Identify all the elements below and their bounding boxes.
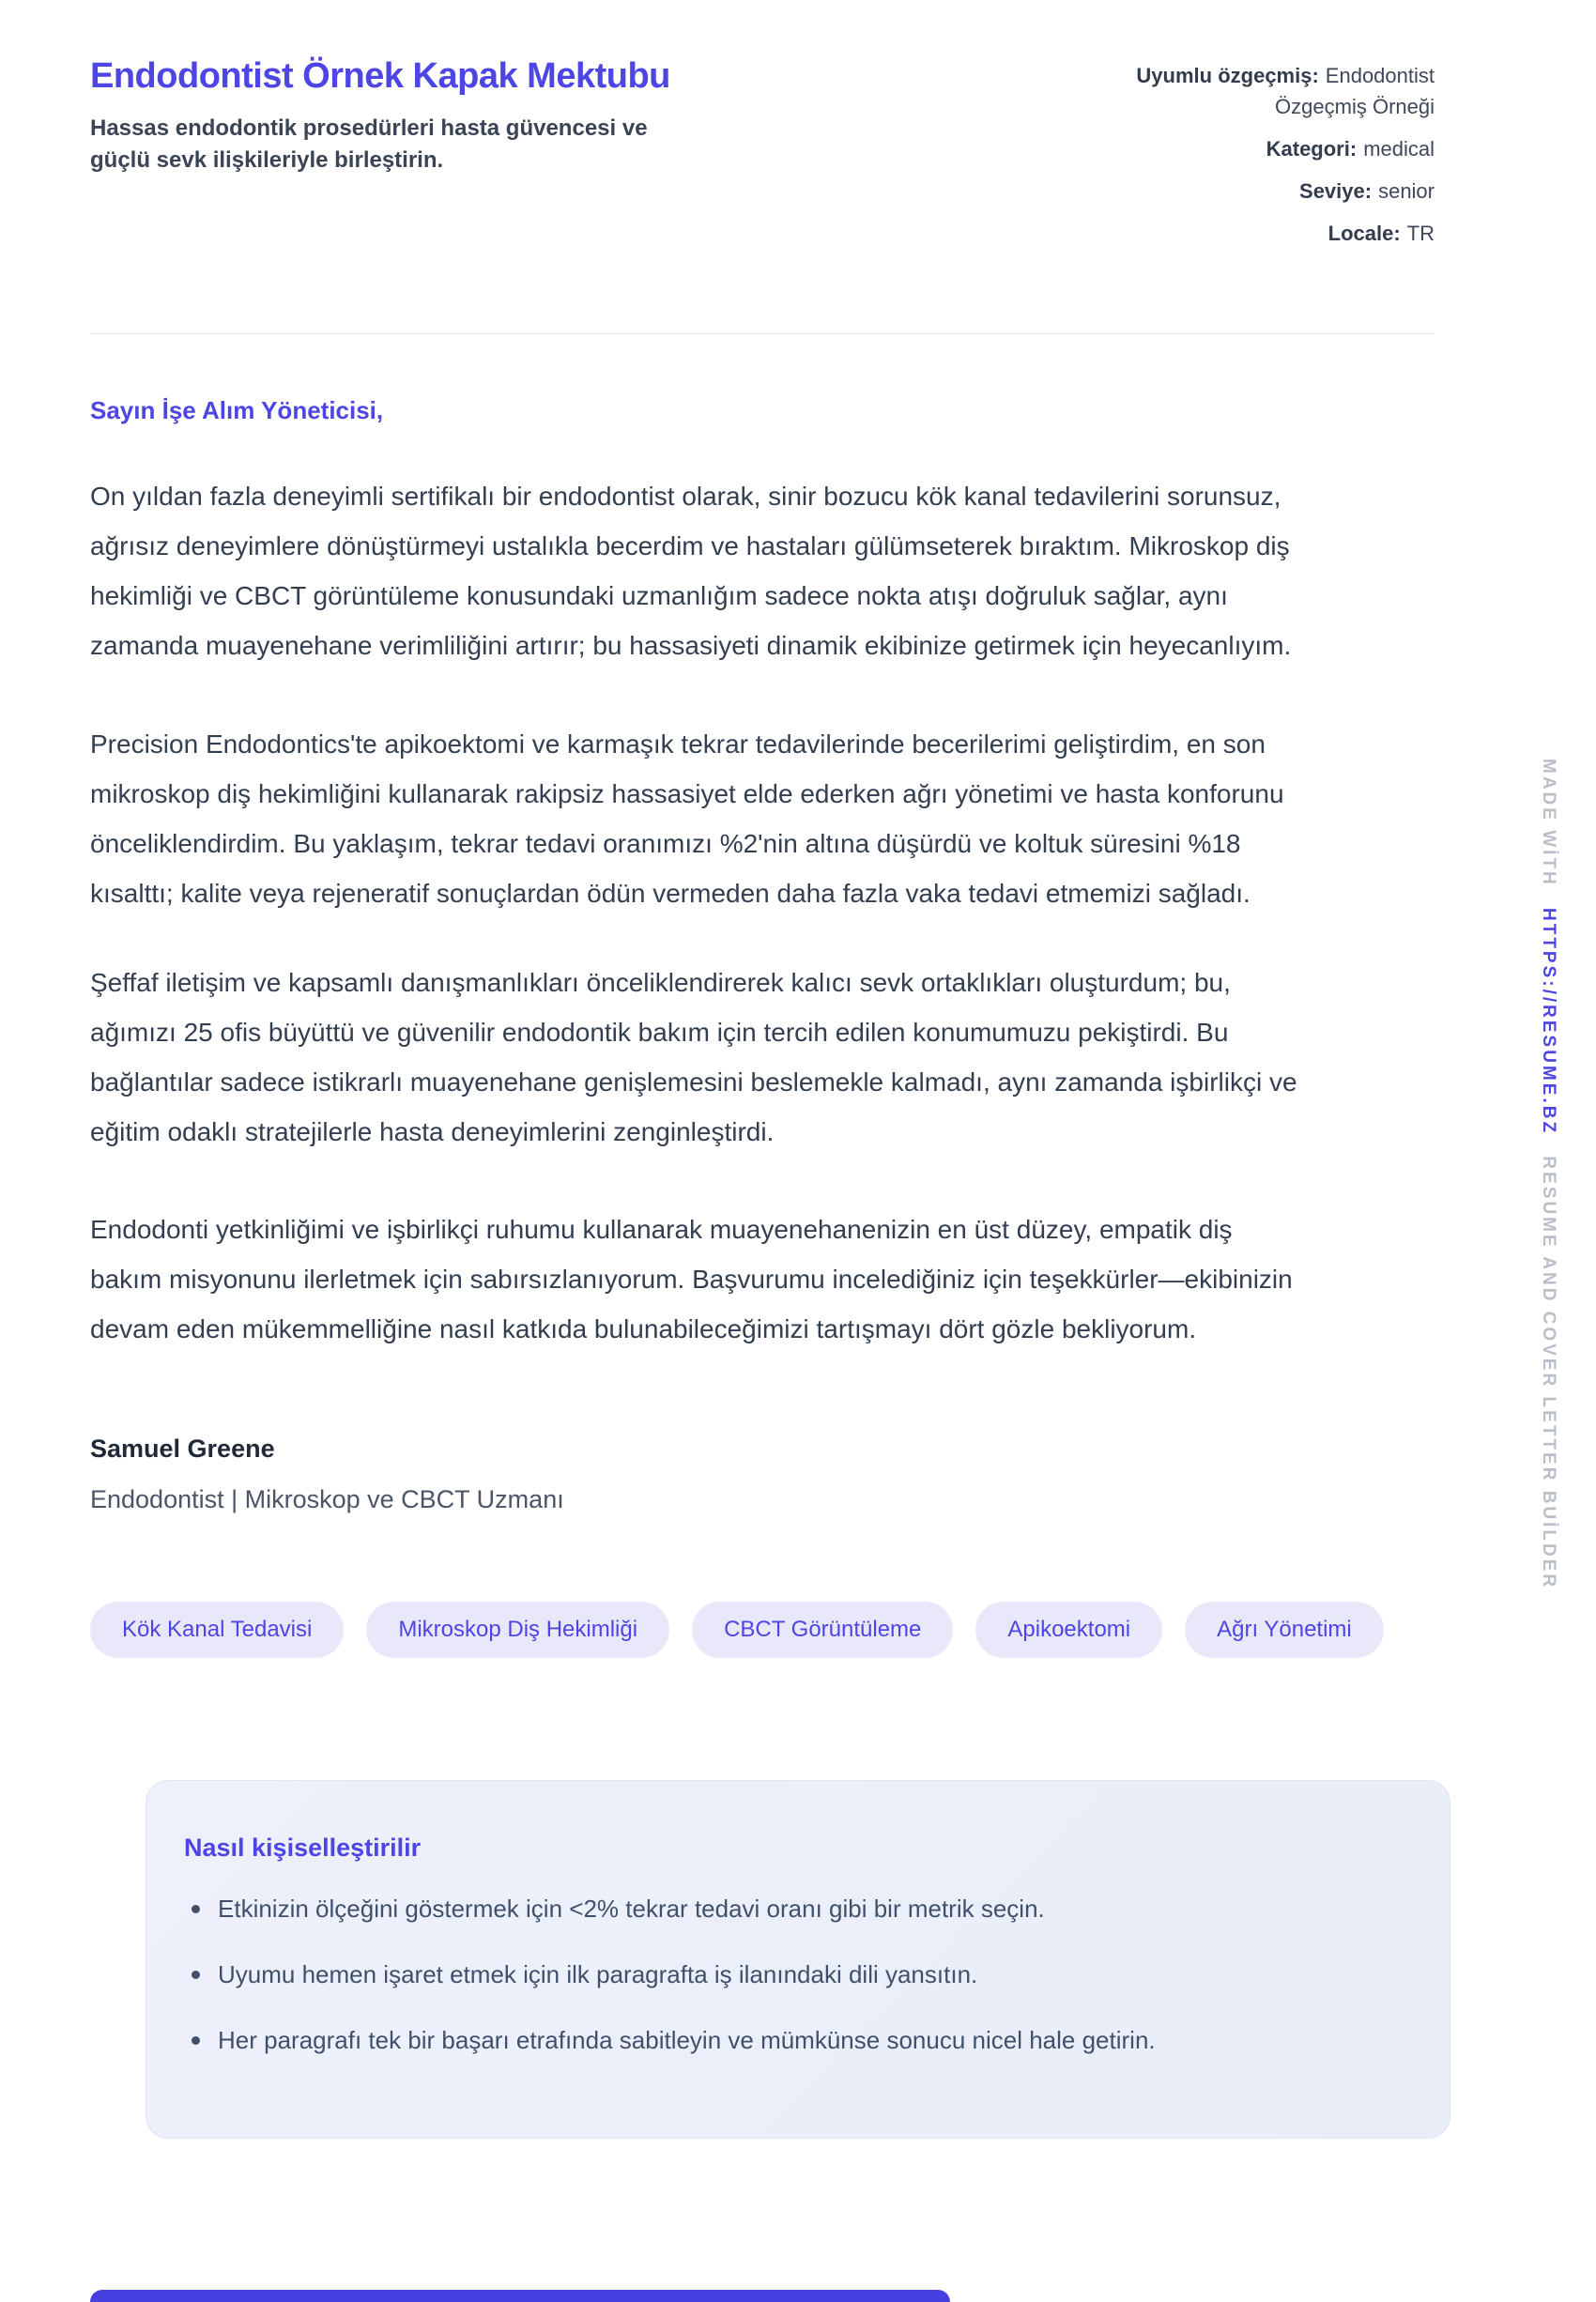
page-header — [90, 54, 1435, 260]
skill-tag[interactable]: Mikroskop Diş Hekimliği — [366, 1602, 669, 1658]
meta-block — [1108, 60, 1435, 260]
tips-list — [184, 1894, 1393, 2055]
skill-tag[interactable]: Apikoektomi — [975, 1602, 1162, 1658]
next-section-sliver — [90, 2290, 950, 2302]
page-subtitle: Hassas endodontik prosedürleri hasta güvencesi ve güçlü sevk ilişkileriyle birleştirin. — [90, 115, 648, 173]
signature-role: Endodontist | Mikroskop ve CBCT Uzmanı — [90, 1485, 564, 1513]
made-with-watermark — [1538, 759, 1558, 1589]
header-left — [90, 54, 670, 176]
letter-paragraph: Şeffaf iletişim ve kapsamlı danışmanlıkları önceliklendirerek kalıcı sevk ortaklıkları oluşturdum; bu, ağımızı 25 ofis büyüttü ve güvenilir endodontik bakım için tercih edilen konumumuzu pekiştirdi. Bu bağlantılar sadece istikrarlı muayenehane genişlemesini beslemekle kalmadı, aynı zamanda işbirlikçi ve eğitim odaklı stratejilerle hasta deneyimlerini zenginleştirdi. — [90, 968, 1297, 1146]
meta-label: Seviye: — [1299, 179, 1373, 203]
letter-paragraph: Endodonti yetkinliğimi ve işbirlikçi ruhumu kullanarak muayenehanenizin en üst düzey, empatik diş bakım misyonunu ilerletmek için sabırsızlanıyorum. Başvurumu incelediğiniz için teşekkürler—ekibinizin devam eden mükemmelliğine nasıl katkıda bulunabileceğimizi tartışmayı dört gözle bekliyorum. — [90, 1215, 1293, 1343]
skill-tag[interactable]: Ağrı Yönetimi — [1185, 1602, 1384, 1658]
watermark-site-link[interactable]: HTTPS://RESUME.BZ — [1539, 908, 1558, 1136]
meta-value: TR — [1406, 222, 1435, 245]
meta-value: senior — [1378, 179, 1435, 203]
meta-label: Locale: — [1327, 222, 1401, 245]
letter-greeting: Sayın İşe Alım Yöneticisi, — [90, 396, 384, 424]
meta-row-level — [1108, 176, 1435, 207]
content-column — [90, 0, 1435, 2139]
tips-item: Uyumu hemen işaret etmek için ilk paragrafta iş ilanındaki dili yansıtın. — [184, 1959, 1393, 1989]
watermark-suffix: RESUME AND COVER LETTER BUİLDER — [1539, 1156, 1558, 1590]
page-title: Endodontist Örnek Kapak Mektubu — [90, 56, 670, 96]
meta-label: Kategori: — [1266, 137, 1358, 161]
meta-row-category — [1108, 133, 1435, 164]
header-divider — [90, 333, 1435, 334]
meta-label: Uyumlu özgeçmiş: — [1136, 64, 1319, 87]
skill-tag[interactable]: CBCT Görüntüleme — [692, 1602, 953, 1658]
signature-name: Samuel Greene — [90, 1435, 275, 1463]
meta-value: Endodontist Özgeçmiş Örneği — [1275, 64, 1435, 118]
personalization-tips-card — [146, 1780, 1450, 2139]
meta-row-locale — [1108, 218, 1435, 249]
skill-tags-row — [90, 1602, 1435, 1658]
watermark-prefix: MADE WİTH — [1539, 759, 1558, 887]
meta-row-matching-resume — [1108, 60, 1435, 122]
skill-tag[interactable]: Kök Kanal Tedavisi — [90, 1602, 344, 1658]
letter-paragraph: Precision Endodontics'te apikoektomi ve karmaşık tekrar tedavilerinde becerilerimi geliştirdim, en son mikroskop diş hekimliğini kullanarak rakipsiz hassasiyet elde ederken ağrı yönetimi ve hasta konforunu önceliklendirdim. Bu yaklaşım, tekrar tedavi oranımızı %2'nin altına düşürdü ve koltuk süresini %18 kısalttı; kalite veya rejeneratif sonuçlardan ödün vermeden daha fazla vaka tedavi etmemizi sağladı. — [90, 729, 1284, 908]
meta-value: medical — [1363, 137, 1435, 161]
tips-item: Her paragrafı tek bir başarı etrafında sabitleyin ve mümkünse sonucu nicel hale getirin. — [184, 2025, 1393, 2055]
letter-paragraph: On yıldan fazla deneyimli sertifikalı bir endodontist olarak, sinir bozucu kök kanal tedavilerini sorunsuz, ağrısız deneyimlere dönüştürmeyi ustalıkla becerdim ve hastaları gülümseterek bıraktım. Mikroskop diş hekimliği ve CBCT görüntüleme konusundaki uzmanlığım sadece nokta atışı doğruluk sağlar, aynı zamanda muayenehane verimliliğini artırır; bu hassasiyeti dinamik ekibinize getirmek için heyecanlıyım. — [90, 482, 1292, 660]
tips-item: Etkinizin ölçeğini göstermek için <2% tekrar tedavi oranı gibi bir metrik seçin. — [184, 1894, 1393, 1924]
tips-heading: Nasıl kişiselleştirilir — [184, 1834, 422, 1862]
